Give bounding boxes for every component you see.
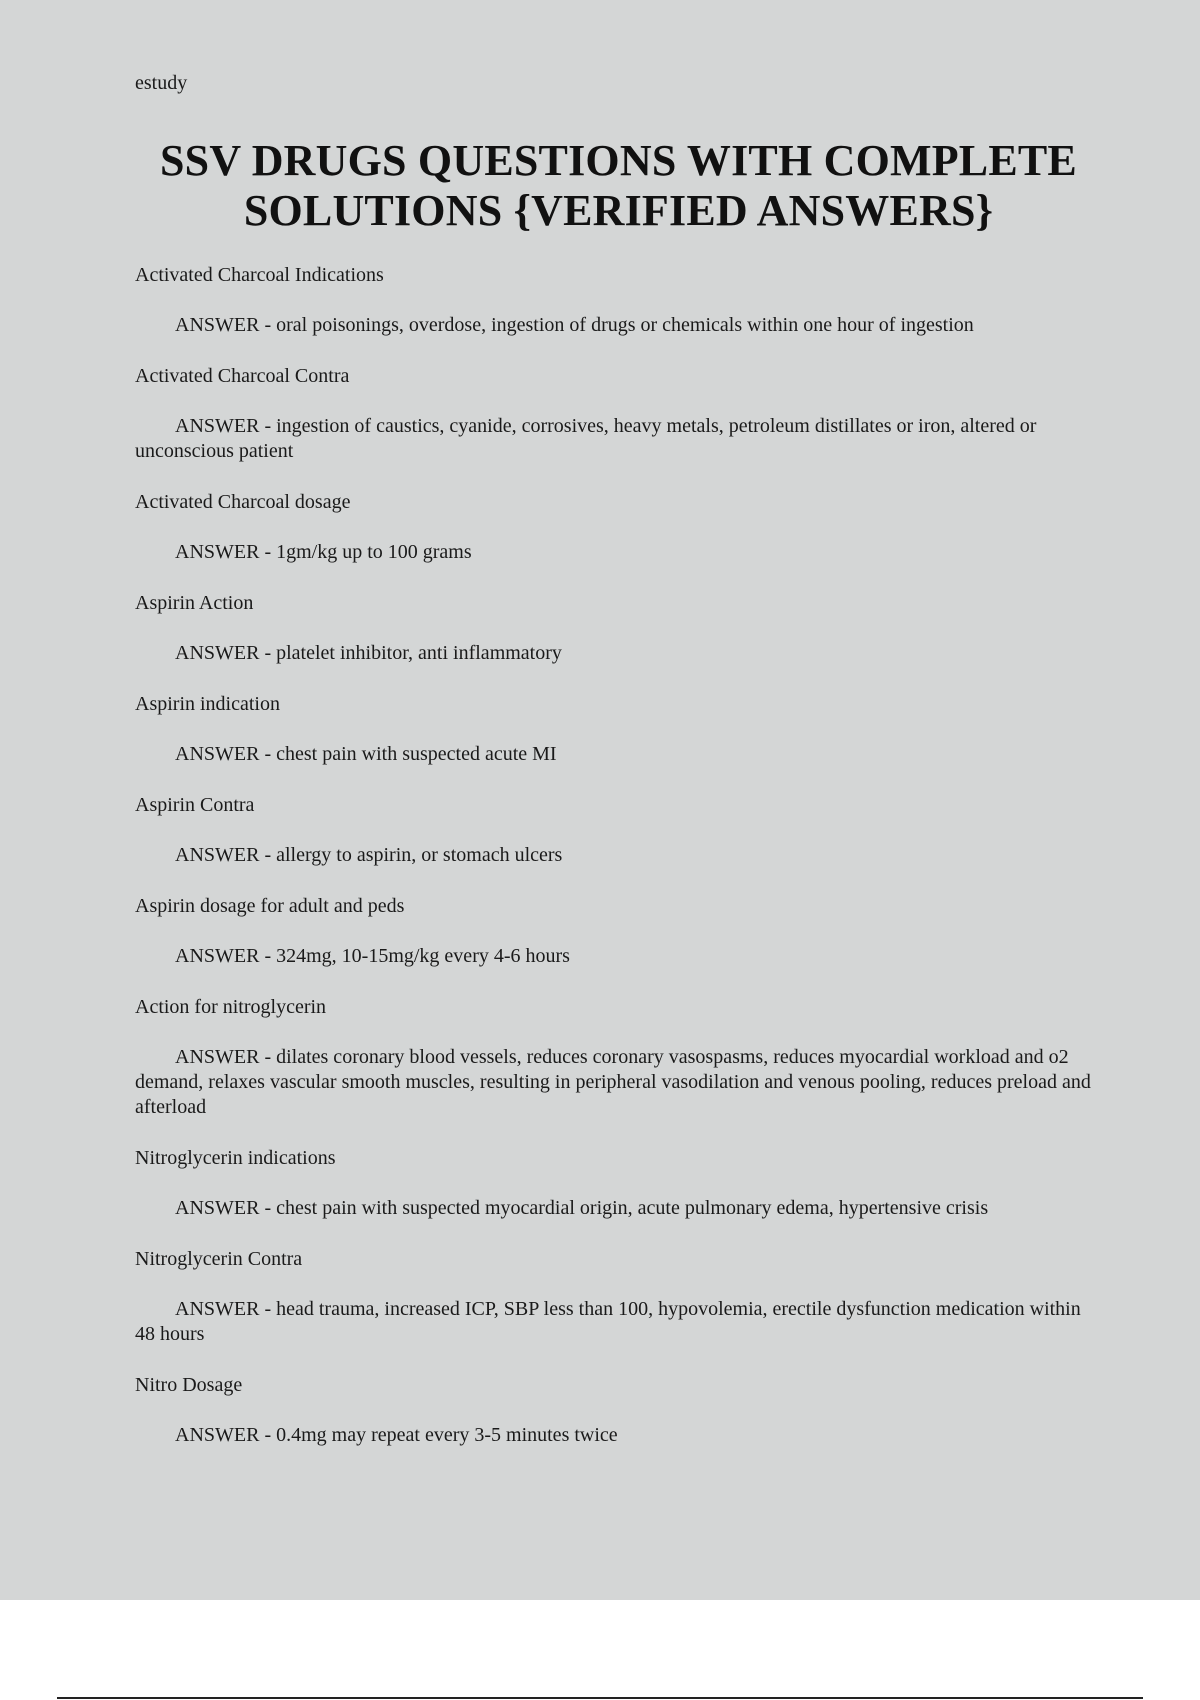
qa-item bbox=[135, 1246, 1102, 1347]
qa-item bbox=[135, 1145, 1102, 1221]
answer-text: ANSWER - dilates coronary blood vessels, reduces coronary vasospasms, reduces myocardial workload and o2 demand, relaxes vascular smooth muscles, resulting in peripheral vasodilation and venous pooling, reduces preload and afterload bbox=[135, 1046, 1091, 1118]
answer-text: ANSWER - head trauma, increased ICP, SBP less than 100, hypovolemia, erectile dysfunction medication within 48 hours bbox=[135, 1298, 1081, 1345]
qa-item bbox=[135, 792, 1102, 868]
answer-text: ANSWER - ingestion of caustics, cyanide, corrosives, heavy metals, petroleum distillates or iron, altered or unconscious patient bbox=[135, 415, 1037, 462]
question-text: Aspirin Action bbox=[135, 592, 254, 614]
question-text: Nitroglycerin Contra bbox=[135, 1248, 303, 1270]
answer-text: ANSWER - chest pain with suspected acute MI bbox=[175, 743, 557, 765]
question-text: Activated Charcoal Indications bbox=[135, 264, 384, 286]
answer-text: ANSWER - platelet inhibitor, anti inflammatory bbox=[175, 642, 562, 664]
question-text: Activated Charcoal dosage bbox=[135, 491, 351, 513]
question-text: Aspirin indication bbox=[135, 693, 280, 715]
question-text: Nitroglycerin indications bbox=[135, 1147, 336, 1169]
qa-item bbox=[135, 994, 1102, 1120]
question-text: Activated Charcoal Contra bbox=[135, 365, 350, 387]
answer-text: ANSWER - 1gm/kg up to 100 grams bbox=[175, 541, 472, 563]
document-title: SSV DRUGS QUESTIONS WITH COMPLETE SOLUTIONS {VERIFIED ANSWERS} bbox=[159, 136, 1077, 235]
answer-text: ANSWER - chest pain with suspected myocardial origin, acute pulmonary edema, hypertensive crisis bbox=[175, 1197, 989, 1219]
qa-item bbox=[135, 893, 1102, 969]
question-text: Aspirin dosage for adult and peds bbox=[135, 895, 405, 917]
question-text: Action for nitroglycerin bbox=[135, 996, 327, 1018]
answer-text: ANSWER - oral poisonings, overdose, ingestion of drugs or chemicals within one hour of ingestion bbox=[175, 314, 974, 336]
qa-item bbox=[135, 691, 1102, 767]
qa-item bbox=[135, 489, 1102, 565]
answer-text: ANSWER - 0.4mg may repeat every 3-5 minutes twice bbox=[175, 1424, 618, 1446]
qa-item bbox=[135, 262, 1102, 338]
qa-item bbox=[135, 363, 1102, 464]
qa-list bbox=[135, 262, 1102, 1448]
question-text: Aspirin Contra bbox=[135, 794, 255, 816]
qa-item bbox=[135, 1372, 1102, 1448]
question-text: Nitro Dosage bbox=[135, 1374, 243, 1396]
footer-divider bbox=[57, 1697, 1143, 1699]
answer-text: ANSWER - 324mg, 10-15mg/kg every 4-6 hours bbox=[175, 945, 570, 967]
qa-item bbox=[135, 590, 1102, 666]
answer-text: ANSWER - allergy to aspirin, or stomach ulcers bbox=[175, 844, 563, 866]
source-label: estudy bbox=[135, 72, 188, 94]
